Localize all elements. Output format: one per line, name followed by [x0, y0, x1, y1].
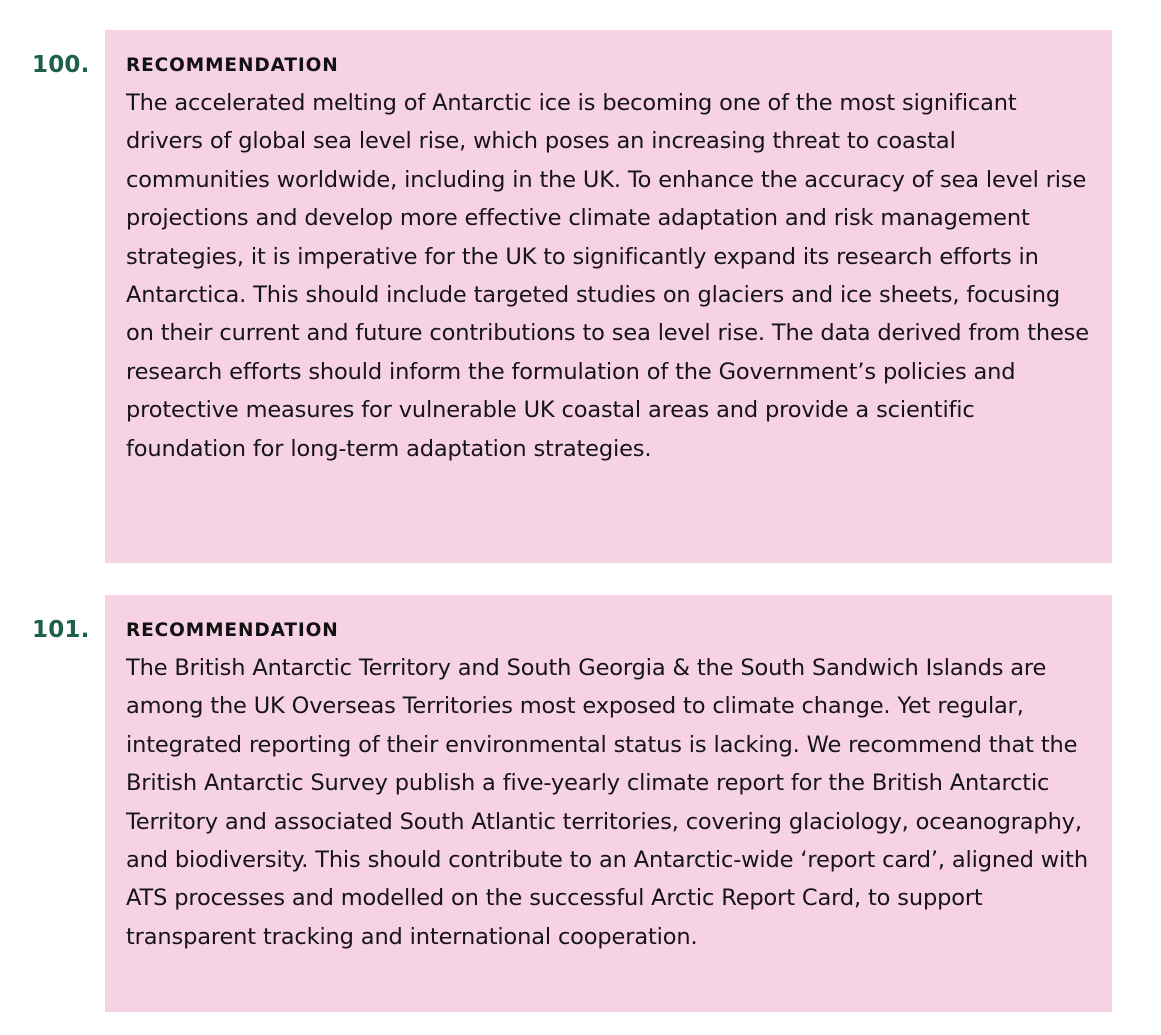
recommendation-text: The accelerated melting of Antarctic ice is becoming one of the most significant drivers of global sea level rise, which poses an increasing threat to coastal communities worldwide, including in the UK. To enhance the accuracy of sea level rise projections and develop more effective climate adaptation and risk management strategies, it is imperative for the UK to significantly expand its research efforts in Antarctica. This should include targeted studies on glaciers and ice sheets, focusing on their current and future contributions to sea level rise. The data derived from these research efforts should inform the formulation of the Government’s policies and protective measures for vulnerable UK coastal areas and provide a scientific foundation for long-term adaptation strategies.: [126, 90, 1089, 462]
recommendation-label: RECOMMENDATION: [126, 55, 339, 76]
recommendation-box: [105, 30, 1112, 563]
recommendation-number: 101.: [32, 617, 90, 643]
recommendation-label: RECOMMENDATION: [126, 620, 339, 641]
recommendation-number: 100.: [32, 52, 90, 78]
recommendation-text: The British Antarctic Territory and South Georgia & the South Sandwich Islands are among the UK Overseas Territories most exposed to climate change. Yet regular, integrated reporting of their environmental status is lacking. We recommend that the British Antarctic Survey publish a five-yearly climate report for the British Antarctic Territory and associated South Atlantic territories, covering glaciology, oceanography, and biodiversity. This should contribute to an Antarctic-wide ‘report card’, aligned with ATS processes and modelled on the successful Arctic Report Card, to support transparent tracking and international cooperation.: [126, 655, 1088, 950]
recommendation-box: [105, 595, 1112, 1012]
